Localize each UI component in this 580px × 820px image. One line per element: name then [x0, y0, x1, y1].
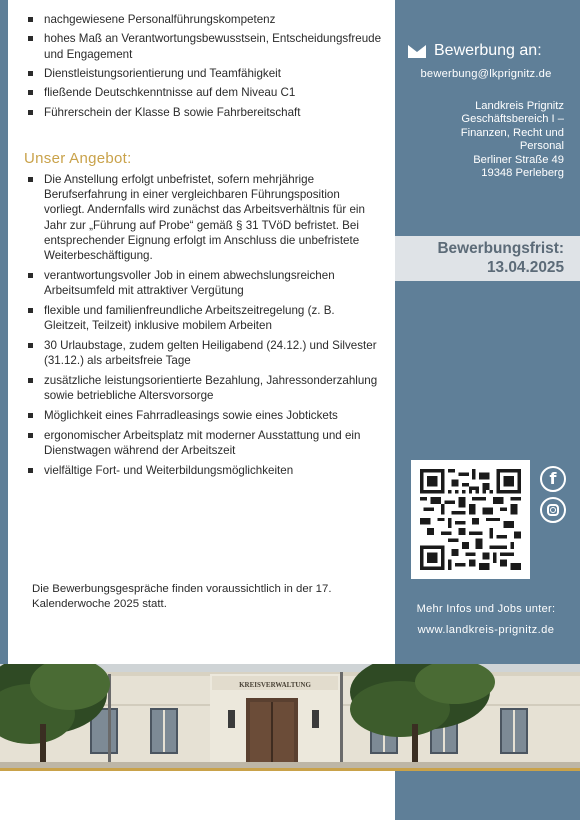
building-illustration: [0, 664, 580, 770]
deadline-label: Bewerbungsfrist:: [437, 240, 564, 257]
list-item: verantwortungsvoller Job in einem abwechslungsreichen Arbeitsumfeld mit attraktiver Vergütung: [24, 268, 380, 298]
list-item: hohes Maß an Verantwortungsbewusstsein, Entscheidungsfreude und Engagement: [24, 31, 384, 61]
address-line: Berliner Straße 49: [473, 153, 564, 166]
list-item: 30 Urlaubstage, zudem gelten Heiligabend (24.12.) und Silvester (31.12.) als arbeitsfreie Tage: [24, 338, 380, 368]
offer-list: [24, 172, 380, 482]
list-item: fließende Deutschkenntnisse auf dem Niveau C1: [24, 85, 384, 100]
deadline-box: [395, 236, 580, 281]
mail-icon: [408, 45, 426, 58]
qr-code[interactable]: [411, 460, 530, 579]
list-item: ergonomischer Arbeitsplatz mit moderner Ausstattung und ein Dienstwagen während der Arbeitszeit: [24, 428, 380, 458]
list-item: flexible und familienfreundliche Arbeitszeitregelung (z. B. Gleitzeit, Teilzeit) inklusive mobilem Arbeiten: [24, 303, 380, 333]
building-sign: KREISVERWALTUNG: [239, 681, 311, 689]
address-block: [404, 100, 564, 180]
list-item: Möglichkeit eines Fahrradleasings sowie eines Jobtickets: [24, 408, 380, 423]
requirements-list: [24, 12, 384, 124]
address-line: Geschäftsbereich I –: [461, 113, 564, 126]
list-item: vielfältige Fort- und Weiterbildungsmöglichkeiten: [24, 463, 380, 478]
facebook-icon[interactable]: f: [540, 466, 566, 492]
offer-heading: Unser Angebot:: [24, 150, 132, 167]
address-line: Finanzen, Recht und: [460, 126, 564, 139]
list-item: Führerschein der Klasse B sowie Fahrbereitschaft: [24, 105, 384, 120]
apply-title-text: Bewerbung an:: [434, 42, 542, 59]
address-line: 19348 Perleberg: [481, 167, 564, 180]
qr-code-graphic: [420, 469, 521, 570]
address-line: Personal: [519, 140, 564, 153]
email-link[interactable]: bewerbung@lkprignitz.de: [420, 68, 552, 80]
interview-note: Die Bewerbungsgespräche finden voraussichtlich in der 17. Kalenderwoche 2025 statt.: [32, 583, 332, 610]
social-links: [540, 466, 568, 528]
apply-heading: [408, 42, 573, 60]
address-line: Landkreis Prignitz: [475, 100, 564, 112]
sidebar-footer-band: [395, 771, 580, 820]
deadline-date: 13.04.2025: [486, 259, 564, 276]
instagram-icon[interactable]: [540, 497, 566, 523]
left-edge-band: [0, 0, 8, 664]
building-photo: [0, 664, 580, 770]
more-info-label: Mehr Infos und Jobs unter:: [416, 603, 556, 615]
list-item: zusätzliche leistungsorientierte Bezahlung, Jahressonderzahlung sowie betriebliche Altersvorsorge: [24, 373, 380, 403]
website-link[interactable]: www.landkreis-prignitz.de: [417, 624, 555, 636]
list-item: Dienstleistungsorientierung und Teamfähigkeit: [24, 66, 384, 81]
list-item: nachgewiesene Personalführungskompetenz: [24, 12, 384, 27]
list-item: Die Anstellung erfolgt unbefristet, sofern mehrjährige Berufserfahrung in einer vergleichbaren Führungsposition vorliegt. Andernfalls wird zunächst das Arbeitsverhältnis für ein Jahr zur „Führung auf Probe“ gemäß § 31 TVöD befristet. Bei entsprechender Eignung erfolgt im Anschluss die unbefristete Weiterbeschäftigung.: [24, 172, 380, 263]
